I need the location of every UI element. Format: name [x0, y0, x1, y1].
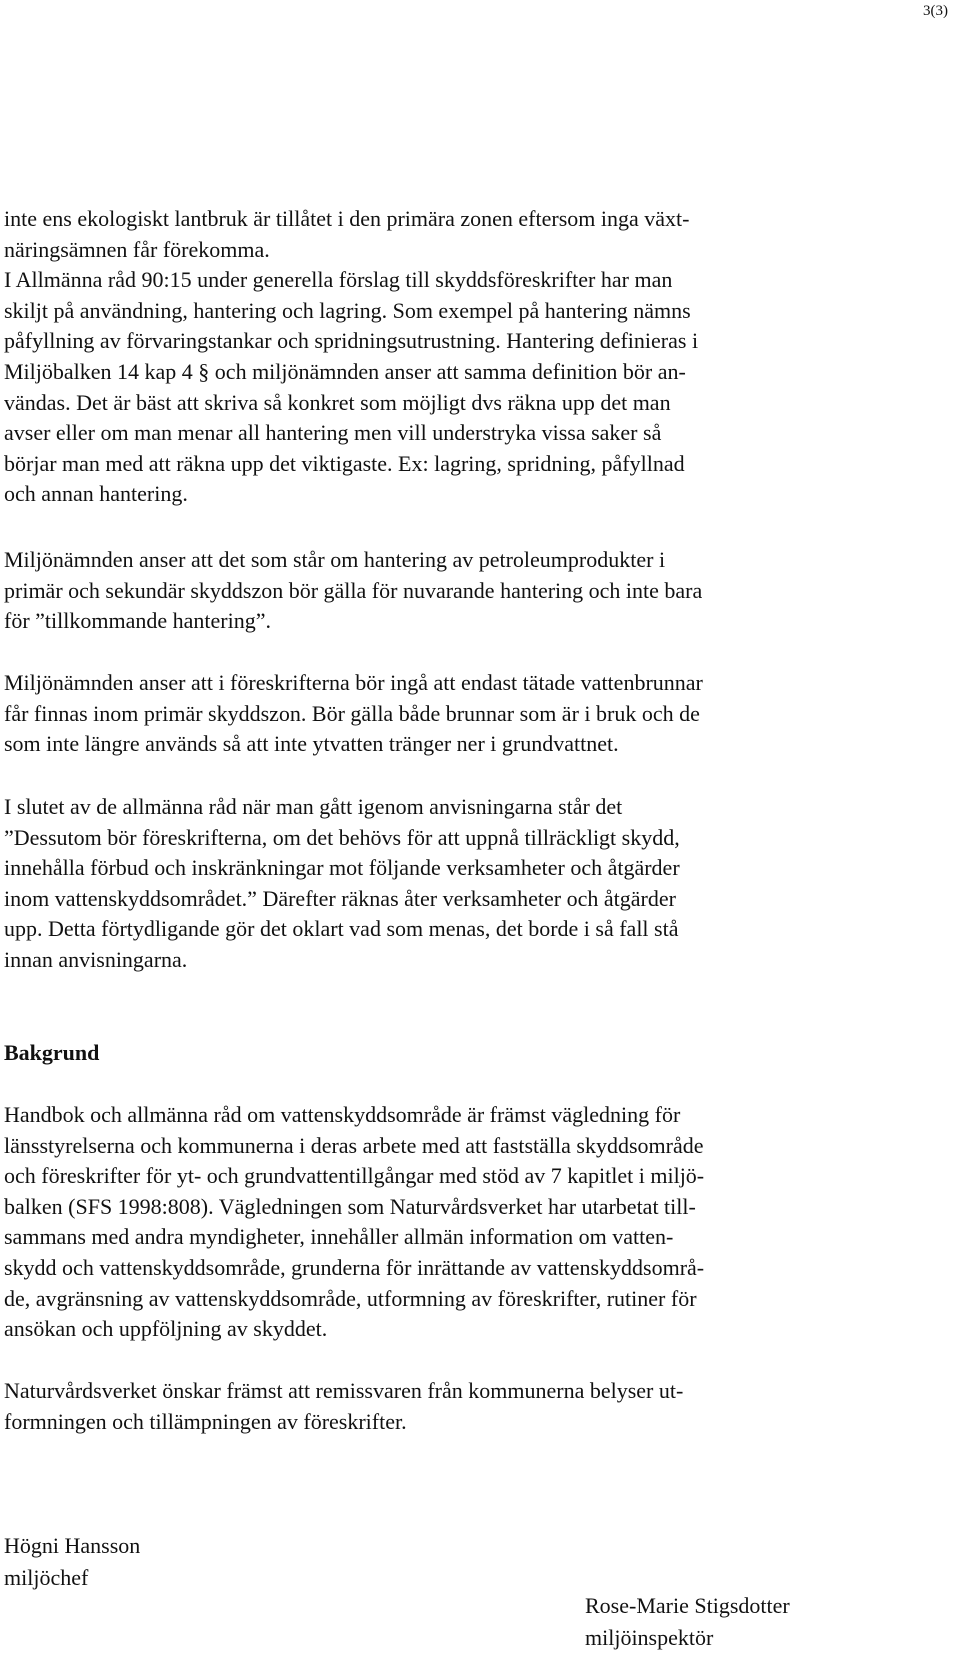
text-line: vändas. Det är bäst att skriva så konkret som möjligt dvs räkna upp det man: [4, 389, 671, 415]
text-line: och annan hantering.: [4, 481, 188, 507]
text-line: Miljönämnden anser att i föreskrifterna bör ingå att endast tätade vattenbrunnar: [4, 670, 703, 695]
text-line: balken (SFS 1998:808). Vägledningen som Naturvårdsverket har utarbetat till-: [4, 1193, 696, 1219]
text-line: länsstyrelserna och kommunerna i deras arbete med att fastställa skyddsområde: [4, 1132, 704, 1158]
text-line: formningen och tillämpningen av föreskrifter.: [4, 1408, 407, 1434]
text-line: avser eller om man menar all hantering men vill understryka vissa saker så: [4, 420, 662, 446]
paragraph-petroleum: [4, 545, 884, 637]
text-line: ansökan och uppföljning av skyddet.: [4, 1316, 328, 1342]
signatory-name: Högni Hansson: [4, 1533, 141, 1558]
text-line: Naturvårdsverket önskar främst att remissvaren från kommunerna belyser ut-: [4, 1378, 684, 1403]
text-line: innan anvisningarna.: [4, 946, 188, 972]
text-line: börjar man med att räkna upp det viktigaste. Ex: lagring, spridning, påfyllnad: [4, 450, 685, 476]
text-line: Handbok och allmänna råd om vattenskyddsområde är främst vägledning för: [4, 1102, 681, 1127]
signatory-name: Rose-Marie Stigsdotter: [585, 1593, 790, 1618]
paragraph-wells: [4, 668, 884, 760]
signature-block: [4, 1530, 140, 1594]
page-number: 3(3): [923, 3, 948, 19]
text-line: skiljt på användning, hantering och lagring. Som exempel på hantering nämns: [4, 297, 691, 323]
text-line: ”Dessutom bör föreskrifterna, om det behövs för att uppnå tillräckligt skydd,: [4, 824, 680, 850]
section-heading: Bakgrund: [4, 1040, 100, 1065]
text-line: och föreskrifter för yt- och grundvattentillgångar med stöd av 7 kapitlet i miljö-: [4, 1163, 705, 1189]
text-line: för ”tillkommande hantering”.: [4, 608, 271, 634]
text-line: skydd och vattenskyddsområde, grunderna för inrättande av vattenskyddsområ-: [4, 1254, 705, 1280]
signature-block: [585, 1590, 790, 1654]
text-line: som inte längre används så att inte ytvatten tränger ner i grundvattnet.: [4, 731, 619, 757]
text-line: Miljönämnden anser att det som står om hantering av petroleumprodukter i: [4, 547, 666, 572]
signatory-title: miljöinspektör: [585, 1625, 714, 1650]
signatory-title: miljöchef: [4, 1565, 89, 1590]
text-line: näringsämnen får förekomma.: [4, 236, 270, 262]
text-line: påfyllning av förvaringstankar och spridningsutrustning. Hantering definieras i: [4, 328, 699, 354]
text-line: inom vattenskyddsområdet.” Därefter räknas åter verksamheter och åtgärder: [4, 885, 676, 911]
text-line: Miljöbalken 14 kap 4 § och miljönämnden anser att samma definition bör an-: [4, 358, 686, 384]
text-line: I slutet av de allmänna råd när man gått igenom anvisningarna står det: [4, 794, 623, 819]
text-line: innehålla förbud och inskränkningar mot följande verksamheter och åtgärder: [4, 855, 680, 881]
paragraph-remiss: [4, 1376, 884, 1437]
paragraph-background: [4, 1100, 884, 1345]
text-line: sammans med andra myndigheter, innehåller allmän information om vatten-: [4, 1224, 674, 1250]
text-line: inte ens ekologiskt lantbruk är tillåtet i den primära zonen eftersom inga växt-: [4, 206, 690, 231]
text-line: I Allmänna råd 90:15 under generella förslag till skyddsföreskrifter har man: [4, 267, 673, 293]
text-line: får finnas inom primär skyddszon. Bör gälla både brunnar som är i bruk och de: [4, 700, 700, 726]
paragraph-guidance: [4, 792, 884, 976]
text-line: de, avgränsning av vattenskyddsområde, utformning av föreskrifter, rutiner för: [4, 1285, 697, 1311]
paragraph-handling: [4, 204, 884, 510]
text-line: primär och sekundär skyddszon bör gälla för nuvarande hantering och inte bara: [4, 577, 703, 603]
text-line: upp. Detta förtydligande gör det oklart vad som menas, det borde i så fall stå: [4, 916, 679, 942]
